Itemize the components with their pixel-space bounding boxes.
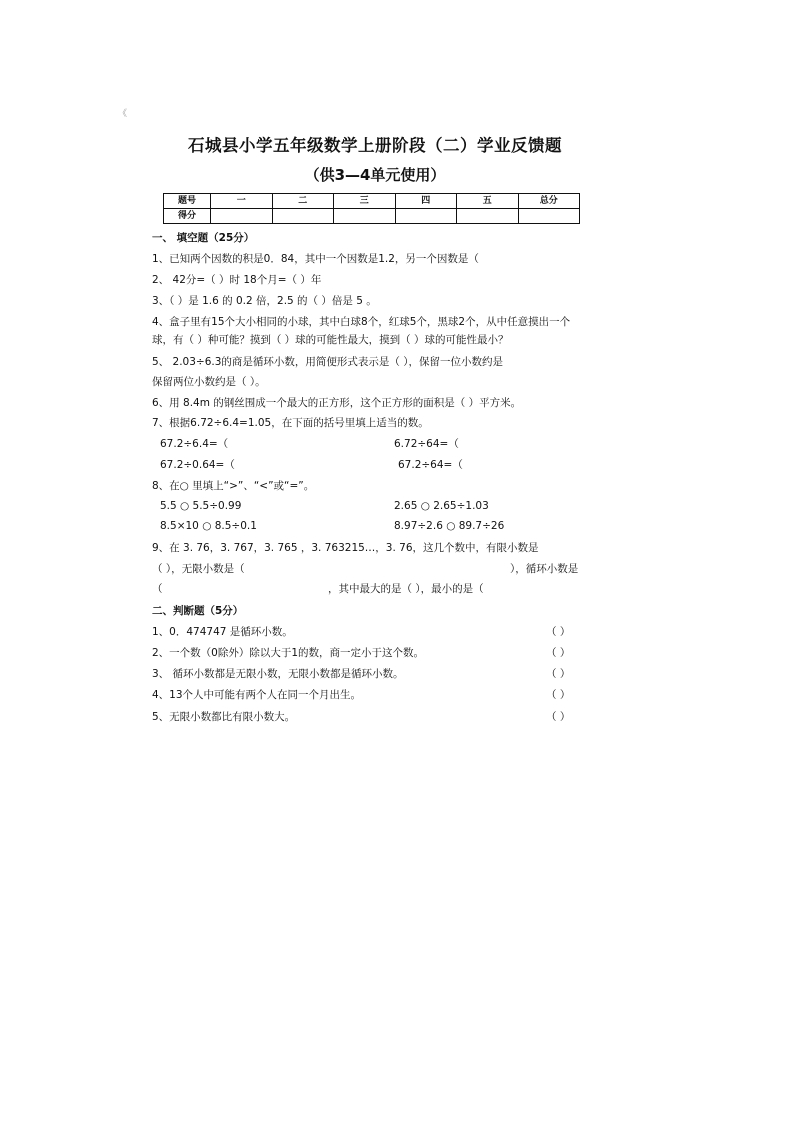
score-cell-empty[interactable] — [272, 209, 334, 224]
question-9-line-2b: ），循环小数是 — [510, 563, 579, 575]
score-cell-header: 一 — [211, 194, 273, 209]
score-table-header-row — [164, 194, 580, 209]
score-cell-empty[interactable] — [395, 209, 457, 224]
answer-bracket[interactable]: （ ） — [546, 647, 571, 659]
score-cell-header: 总分 — [518, 194, 580, 209]
question-7-item-2: 6.72÷64=（ — [394, 438, 459, 450]
score-cell-label: 得分 — [164, 209, 211, 224]
score-table — [163, 193, 580, 224]
judge-item-5: 5、无限小数都比有限小数大。 — [152, 711, 296, 723]
question-9-line-2a: （ ），无限小数是（ — [152, 563, 245, 575]
answer-bracket[interactable]: （ ） — [546, 626, 571, 638]
question-9-line-3b: ，其中最大的是（ ），最小的是（ — [328, 583, 484, 595]
question-5-line-2: 保留两位小数约是（ ）。 — [152, 376, 266, 388]
question-7: 7、根据6.72÷6.4=1.05，在下面的括号里填上适当的数。 — [152, 417, 429, 429]
score-cell-label: 题号 — [164, 194, 211, 209]
score-cell-empty[interactable] — [457, 209, 519, 224]
question-8-item-4: 8.97÷2.6 ○ 89.7÷26 — [394, 520, 505, 532]
worksheet-title: 石城县小学五年级数学上册阶段（二）学业反馈题 — [188, 136, 562, 155]
question-2: 2、 42分=（ ）时 18个月=（ ）年 — [152, 274, 322, 286]
score-cell-header: 五 — [457, 194, 519, 209]
judge-item-1: 1、0．474747 是循环小数。 — [152, 626, 293, 638]
question-6: 6、用 8.4m 的钢丝围成一个最大的正方形，这个正方形的面积是（ ）平方米。 — [152, 397, 522, 409]
score-table-score-row — [164, 209, 580, 224]
question-4-line-1: 4、盒子里有15个大小相同的小球，其中白球8个，红球5个，黑球2个，从中任意摸出一个 — [152, 316, 571, 328]
judge-item-3: 3、 循环小数都是无限小数，无限小数都是循环小数。 — [152, 668, 404, 680]
question-8-item-1: 5.5 ○ 5.5÷0.99 — [160, 500, 242, 512]
question-8: 8、在○ 里填上“>”、“<”或“=”。 — [152, 480, 315, 492]
question-7-item-4: 67.2÷64=（ — [398, 459, 463, 471]
section-2-heading: 二、判断题（5分） — [152, 605, 244, 617]
score-cell-header: 四 — [395, 194, 457, 209]
judge-item-4: 4、13个人中可能有两个人在同一个月出生。 — [152, 689, 362, 701]
score-cell-empty[interactable] — [211, 209, 273, 224]
question-7-item-1: 67.2÷6.4=（ — [160, 438, 229, 450]
score-cell-empty[interactable] — [334, 209, 396, 224]
question-3: 3、（ ）是 1.6 的 0.2 倍，2.5 的（ ）倍是 5 。 — [152, 295, 377, 307]
question-9-line-1: 9、在 3. 76，3. 767，3. 765 ，3. 763215…，3. 76，这几个数中，有限小数是 — [152, 542, 539, 554]
answer-bracket[interactable]: （ ） — [546, 689, 571, 701]
judge-item-2: 2、一个数（0除外）除以大于1的数，商一定小于这个数。 — [152, 647, 425, 659]
answer-bracket[interactable]: （ ） — [546, 668, 571, 680]
score-cell-header: 二 — [272, 194, 334, 209]
question-7-item-3: 67.2÷0.64=（ — [160, 459, 235, 471]
question-1: 1、已知两个因数的积是0．84，其中一个因数是1.2，另一个因数是（ — [152, 253, 479, 265]
answer-bracket[interactable]: （ ） — [546, 711, 571, 723]
score-cell-header: 三 — [334, 194, 396, 209]
score-cell-empty[interactable] — [518, 209, 580, 224]
question-8-item-3: 8.5×10 ○ 8.5÷0.1 — [160, 520, 257, 532]
scan-mark: 《 — [118, 109, 128, 119]
question-8-item-2: 2.65 ○ 2.65÷1.03 — [394, 500, 489, 512]
question-4-line-2: 球，有（ ）种可能？摸到（ ）球的可能性最大，摸到（ ）球的可能性最小？ — [152, 334, 509, 346]
question-5-line-1: 5、 2.03÷6.3的商是循环小数，用简便形式表示是（ ），保留一位小数约是 — [152, 356, 503, 368]
question-9-line-3a: （ — [152, 583, 163, 595]
section-1-heading: 一、 填空题（25分） — [152, 232, 255, 244]
worksheet-subtitle: （供3—4单元使用） — [304, 166, 446, 184]
